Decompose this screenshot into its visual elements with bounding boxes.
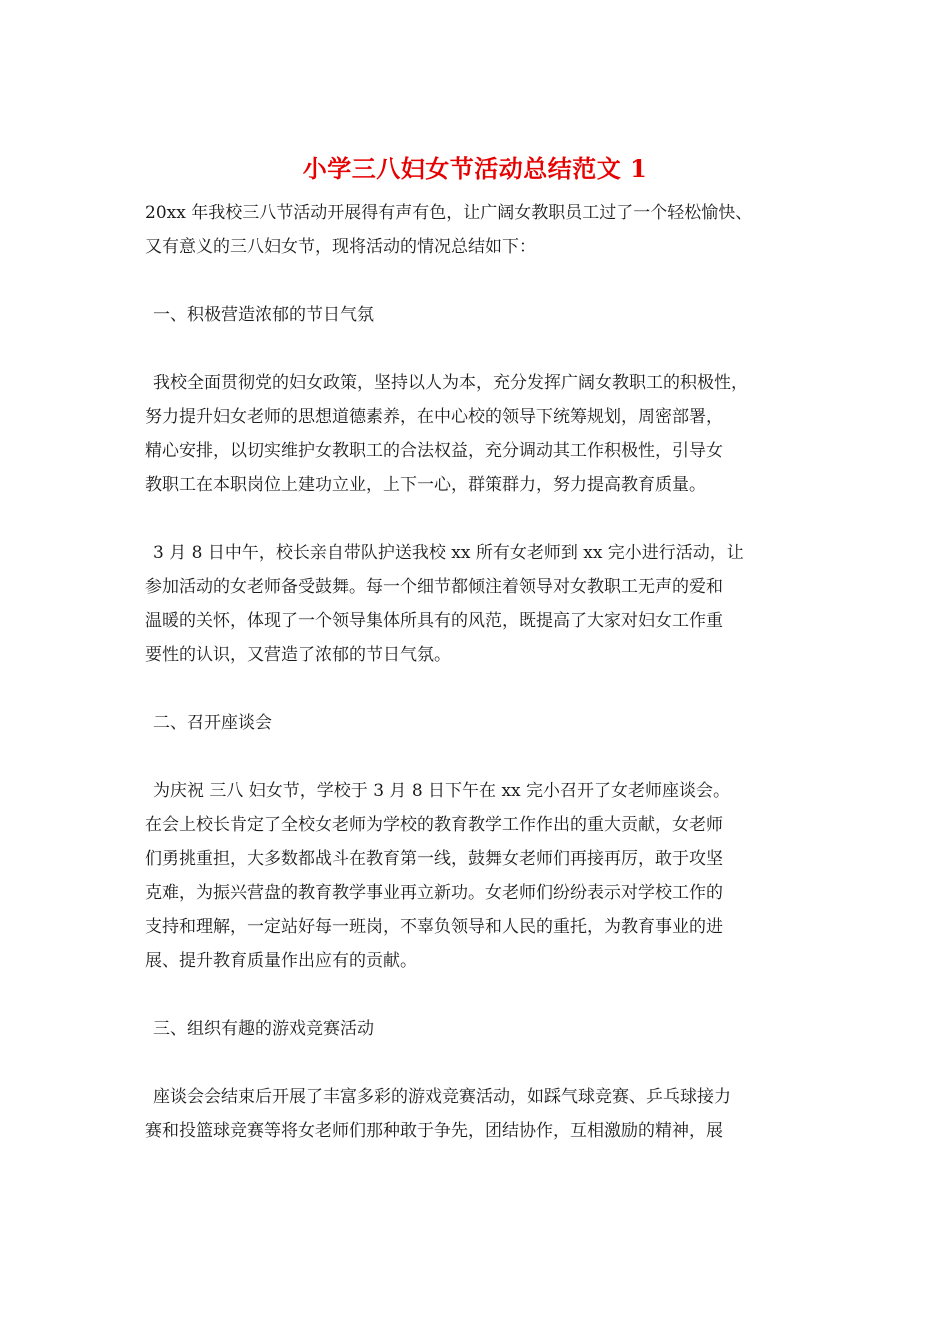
paragraph-spacer xyxy=(145,672,825,706)
text-line: 参加活动的女老师备受鼓舞。每一个细节都倾注着领导对女教职工无声的爱和 xyxy=(145,577,723,597)
paragraph-spacer xyxy=(145,332,825,366)
text-line: 支持和理解，一定站好每一班岗，不辜负领导和人民的重托，为教育事业的进 xyxy=(145,917,723,937)
document-title: 小学三八妇女节活动总结范文 1 xyxy=(302,154,648,183)
text-line: 3 月 8 日中午，校长亲自带队护送我校 xx 所有女老师到 xx 完小进行活动，让 xyxy=(153,543,744,563)
intro-paragraph xyxy=(145,196,825,264)
text-line: 座谈会会结束后开展了丰富多彩的游戏竞赛活动，如踩气球竞赛、乒乓球接力 xyxy=(153,1087,731,1107)
text-line: 展、提升教育质量作出应有的贡献。 xyxy=(145,951,417,971)
text-line: 努力提升妇女老师的思想道德素养，在中心校的领导下统筹规划，周密部署， xyxy=(145,407,723,427)
document-body xyxy=(145,196,825,1148)
section3-paragraph-1 xyxy=(145,1080,825,1148)
text-line: 克难，为振兴营盘的教育教学事业再立新功。女老师们纷纷表示对学校工作的 xyxy=(145,883,723,903)
section-heading-3: 三、组织有趣的游戏竞赛活动 xyxy=(153,1019,374,1039)
paragraph-spacer xyxy=(145,978,825,1012)
section2-paragraph-1 xyxy=(145,774,825,978)
text-line: 们勇挑重担，大多数都战斗在教育第一线，鼓舞女老师们再接再厉，敢于攻坚 xyxy=(145,849,723,869)
text-line: 温暖的关怀，体现了一个领导集体所具有的风范，既提高了大家对妇女工作重 xyxy=(145,611,723,631)
paragraph-spacer xyxy=(145,502,825,536)
paragraph-spacer xyxy=(145,1046,825,1080)
text-line: 又有意义的三八妇女节，现将活动的情况总结如下： xyxy=(145,237,536,257)
section1-paragraph-2 xyxy=(145,536,825,672)
text-line: 赛和投篮球竞赛等将女老师们那种敢于争先，团结协作，互相激励的精神，展 xyxy=(145,1121,723,1141)
text-line: 在会上校长肯定了全校女老师为学校的教育教学工作作出的重大贡献，女老师 xyxy=(145,815,723,835)
paragraph-spacer xyxy=(145,740,825,774)
text-line: 教职工在本职岗位上建功立业，上下一心，群策群力，努力提高教育质量。 xyxy=(145,475,706,495)
section-heading-2: 二、召开座谈会 xyxy=(153,713,272,733)
section-heading-1: 一、积极营造浓郁的节日气氛 xyxy=(153,305,374,325)
text-line: 精心安排，以切实维护女教职工的合法权益，充分调动其工作积极性，引导女 xyxy=(145,441,723,461)
text-line: 20xx 年我校三八节活动开展得有声有色，让广阔女教职员工过了一个轻松愉快、 xyxy=(145,203,753,223)
text-line: 为庆祝 三八 妇女节，学校于 3 月 8 日下午在 xx 完小召开了女老师座谈会。 xyxy=(153,781,731,801)
text-line: 要性的认识，又营造了浓郁的节日气氛。 xyxy=(145,645,451,665)
text-line: 我校全面贯彻党的妇女政策，坚持以人为本，充分发挥广阔女教职工的积极性， xyxy=(153,373,748,393)
section1-paragraph-1 xyxy=(145,366,825,502)
paragraph-spacer xyxy=(145,264,825,298)
